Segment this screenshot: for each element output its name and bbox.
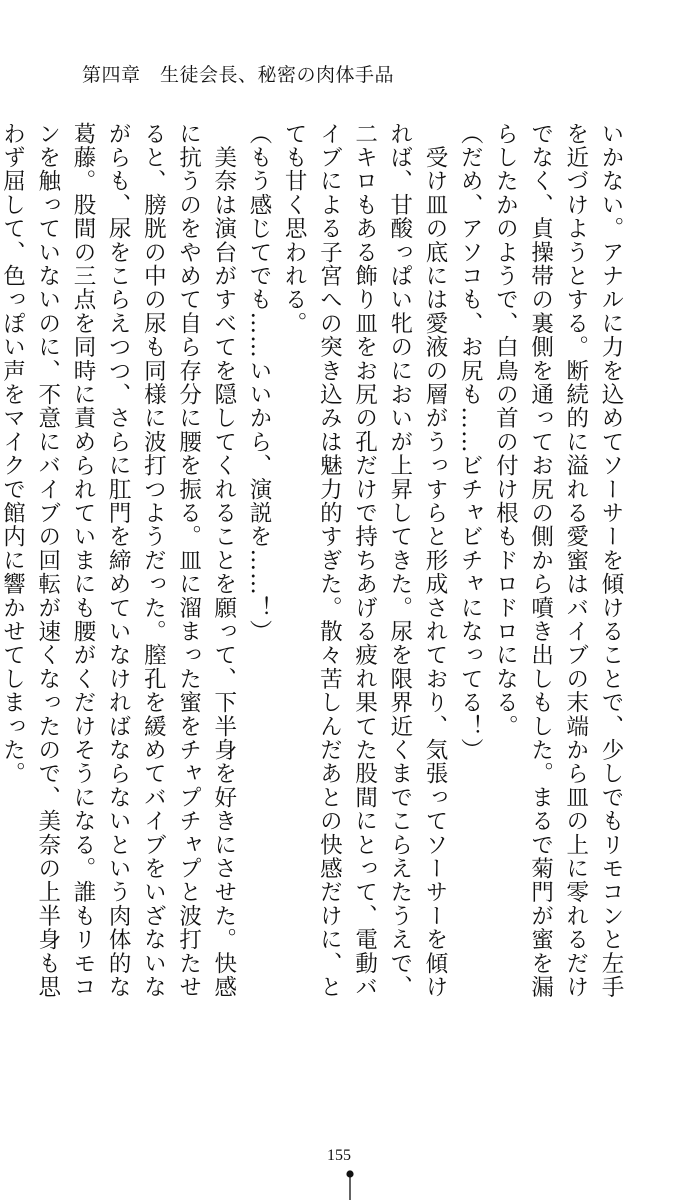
paragraph: いかない。アナルに力を込めてソーサーを傾けることで、少しでもリモコンと左手を近づけようとする。断続的に溢れる愛蜜はバイブの末端から皿の上に零れるだけでなく、貞操帯の裏側を通ってお尻の側から噴き出しもした。まるで菊門が蜜を漏らしたかのようで、白鳥の首の付け根もドロドロになる。 [492,122,624,999]
body-text [0,122,628,1022]
paragraph: 美奈は演台がすべてを隠してくれることを願って、下半身を好きにさせた。快感に抗うのをやめて自ら存分に腰を振る。皿に溜まった蜜をチャプチャプと波打たせると、膀胱の中の尿も同様に波打つようだった。膣孔を緩めてバイブをいざないながらも、尿をこらえつつ、さらに肛門を締めていなければならないという肉体的な葛藤。股間の三点を同時に責められていまにも腰がくだけそうになる。誰もリモコンを触っていないのに、不意にバイブの回転が速くなったので、美奈の上半身も思わず屈して、色っぽい声をマイクで館内に響かせてしまった。 [0,122,237,999]
paragraph: （だめ、アソコも、お尻も……ビチャビチャになってる！） [457,122,484,762]
page-marker-icon [346,1170,354,1200]
paragraph: （もう感じてでも……いいから、演説を……！） [245,122,272,644]
paragraph: 受け皿の底には愛液の層がうっすらと形成されており、気張ってソーサーを傾ければ、甘酸っぱい牝のにおいが上昇してきた。尿を限界近くまでこらえたうえで、二キロもある飾り皿をお尻の孔だけで持ちあげる疲れ果てた股間にとって、電動バイブによる子宮への突き込みは魅力的すぎた。散々苦しんだあとの快感だけに、とても甘く思われる。 [281,122,448,999]
page-number: 155 [327,1147,351,1164]
running-header: 第四章 生徒会長、秘密の肉体手品 [82,64,395,86]
